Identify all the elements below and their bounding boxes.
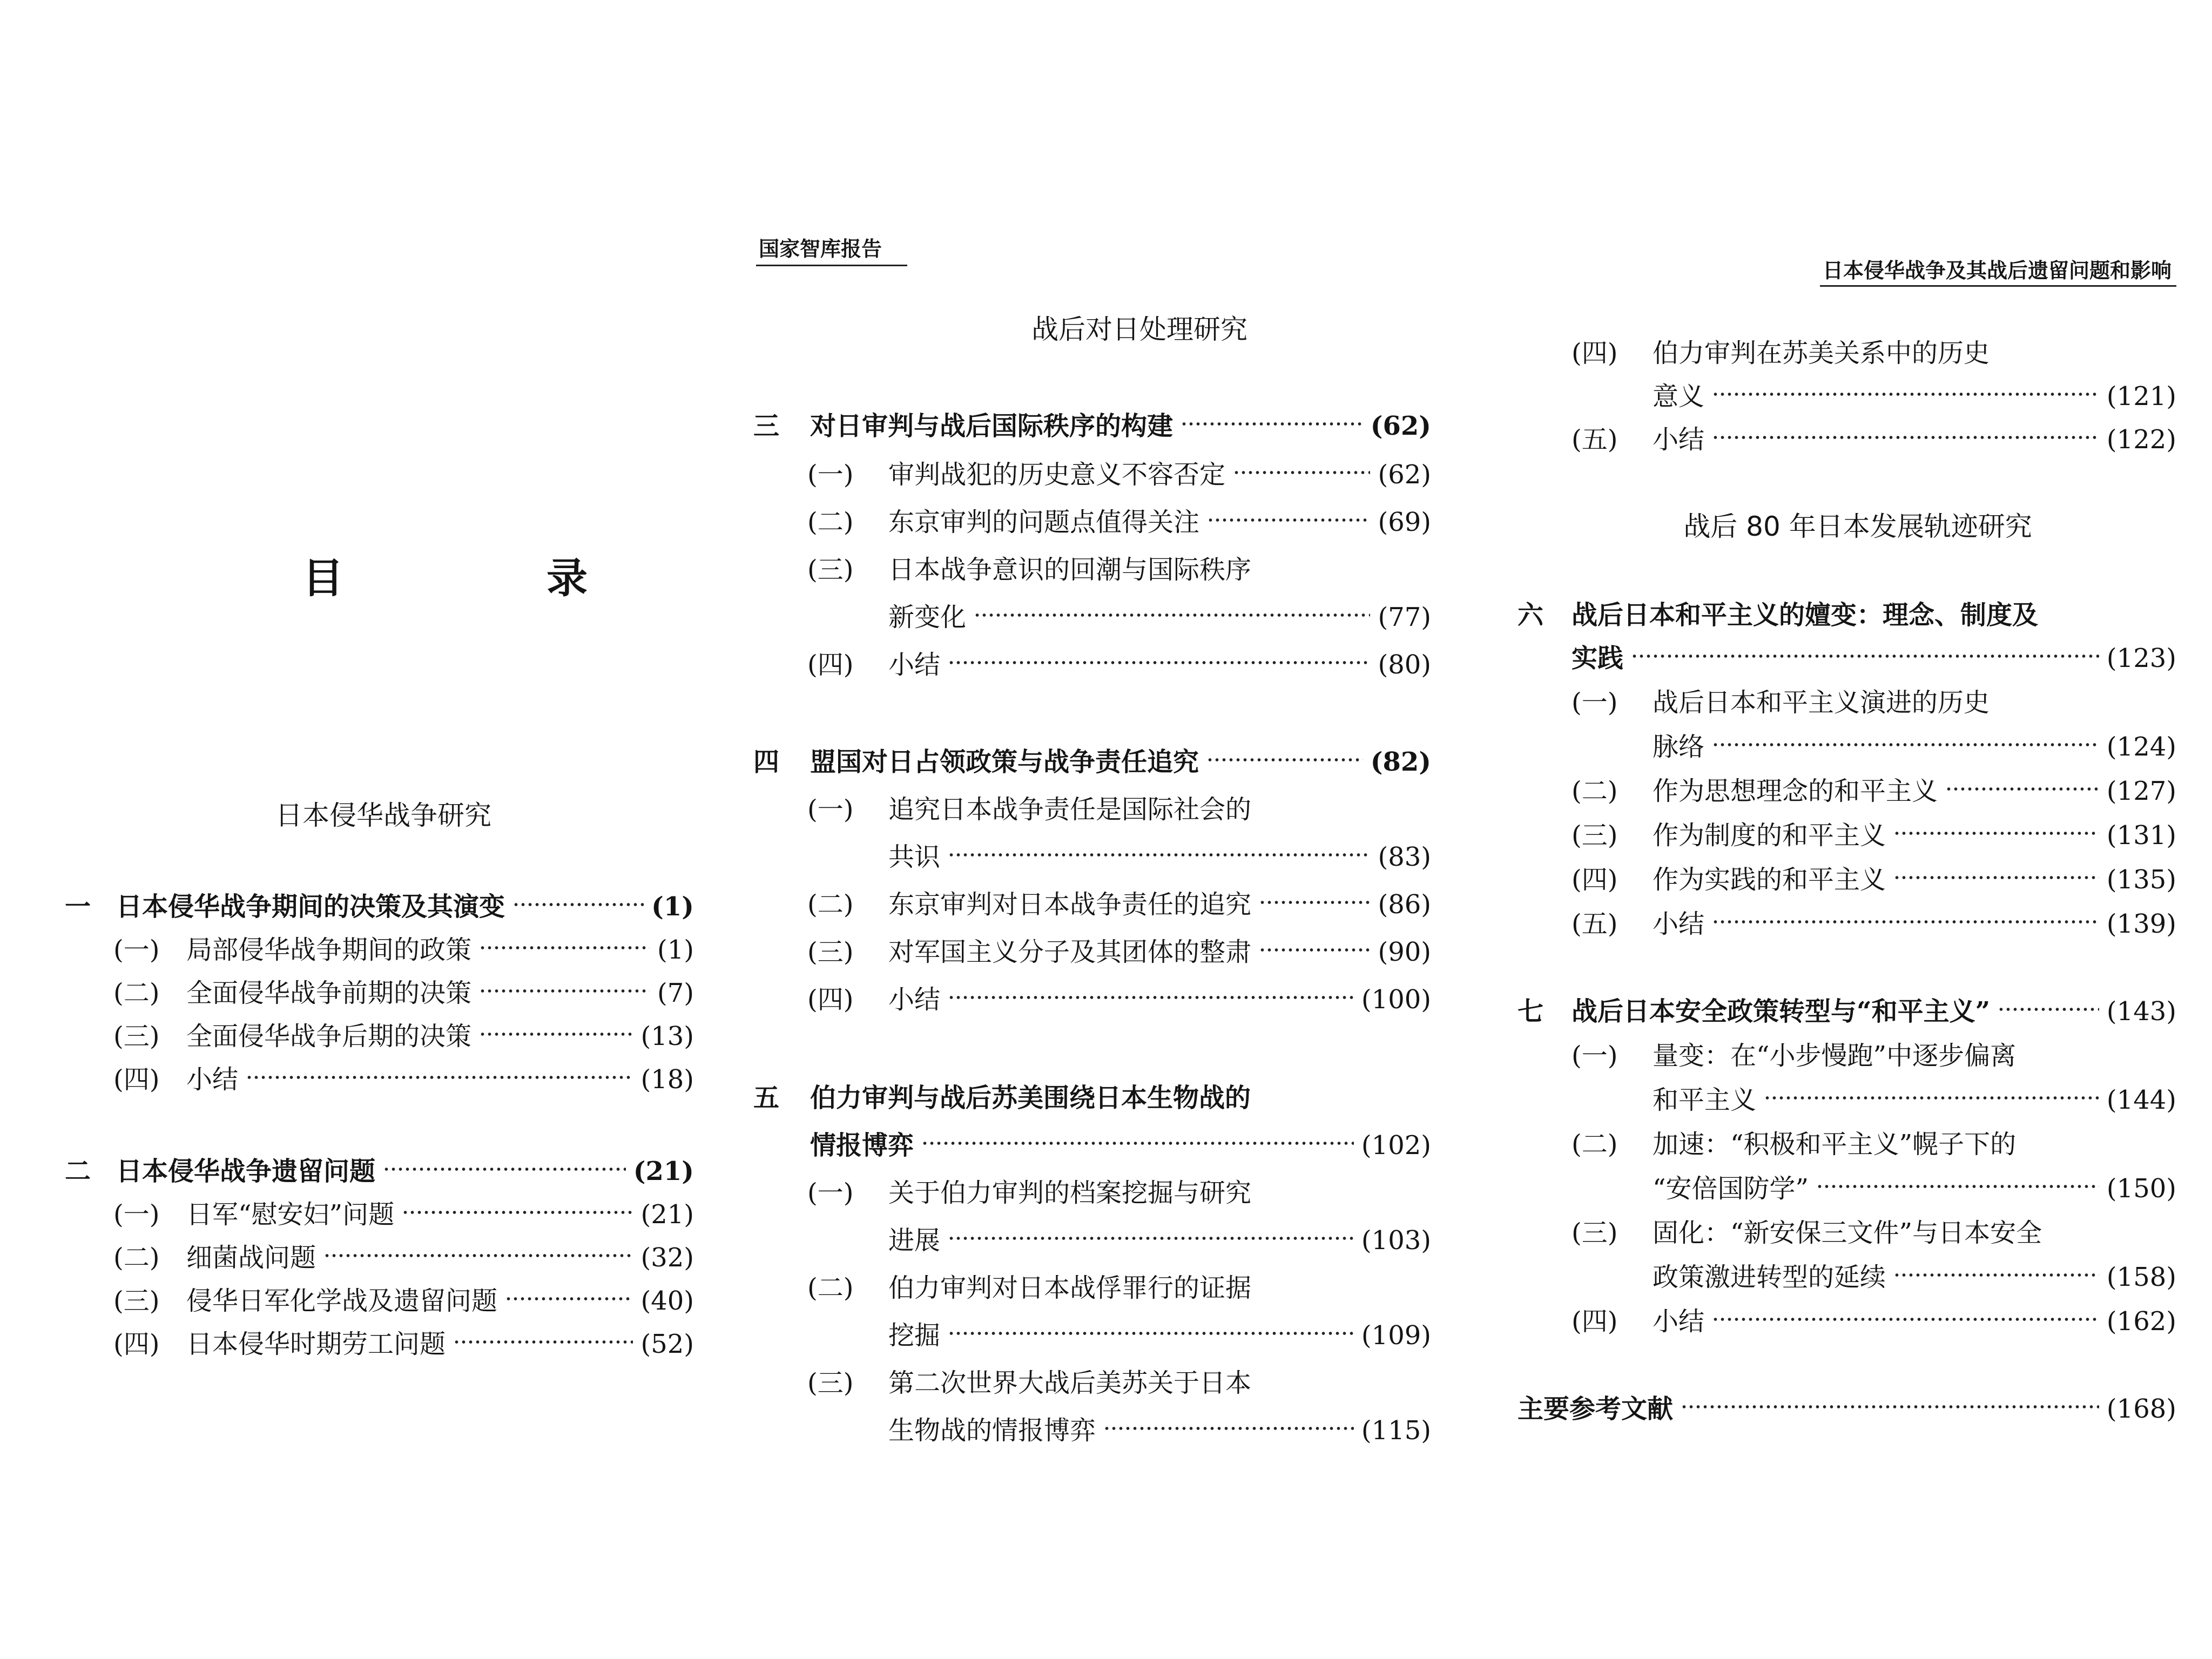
entry-title: 作为思想理念的和平主义 <box>1653 776 1938 806</box>
section-number: (三) <box>1572 820 1618 851</box>
toc-entry-continuation[interactable] <box>1653 726 2176 763</box>
entry-title-continued: 实践 <box>1572 643 1624 673</box>
section-number: (一) <box>113 1199 160 1230</box>
entry-title: 东京审判对日本战争责任的追究 <box>888 889 1252 920</box>
entry-title-continued: 生物战的情报博弈 <box>888 1415 1096 1446</box>
section-number: (一) <box>807 460 854 490</box>
entry-title: 伯力审判对日本战俘罪行的证据 <box>888 1273 1252 1303</box>
entry-title: 盟国对日占领政策与战争责任追究 <box>810 747 1199 777</box>
toc-entry-continuation[interactable] <box>1653 1079 2176 1116</box>
entry-title: 全面侵华战争前期的决策 <box>186 978 472 1008</box>
toc-entry-first-line[interactable] <box>1572 682 1990 719</box>
page-number: (82) <box>1370 747 1431 777</box>
entry-title-continued: “安倍国防学” <box>1653 1174 1809 1204</box>
toc-entry[interactable] <box>1572 859 2176 896</box>
leader-dots <box>1945 787 2099 791</box>
section-number: (三) <box>113 1021 160 1051</box>
section-number: (三) <box>113 1286 160 1316</box>
entry-title: 对军国主义分子及其团体的整肃 <box>888 937 1252 967</box>
page-number: (62) <box>1370 411 1431 441</box>
entry-title: 第二次世界大战后美苏关于日本 <box>888 1368 1252 1398</box>
entry-title: 小结 <box>1653 424 1705 455</box>
toc-entry[interactable] <box>1572 1300 2176 1338</box>
section-number: (一) <box>807 1178 854 1208</box>
entry-title: 小结 <box>888 650 941 680</box>
toc-entry-continuation[interactable] <box>1653 1168 2176 1205</box>
section-number: (二) <box>807 889 854 920</box>
section-number: (四) <box>1572 1306 1618 1337</box>
entry-title: 伯力审判与战后苏美围绕日本生物战的 <box>810 1083 1251 1113</box>
leader-dots <box>1893 1273 2099 1277</box>
page-number: (52) <box>640 1329 694 1359</box>
section-number: (四) <box>1572 338 1618 368</box>
toc-entry[interactable] <box>1518 990 2176 1028</box>
page-number: (32) <box>640 1243 694 1273</box>
page-number: (86) <box>1378 889 1431 920</box>
section-number: (一) <box>113 935 160 965</box>
page-number: (150) <box>2106 1174 2176 1204</box>
page-number: (18) <box>640 1064 694 1095</box>
page-number: (139) <box>2106 909 2176 939</box>
page-number: (21) <box>640 1199 694 1230</box>
page-number: (115) <box>1361 1415 1431 1446</box>
entry-title-continued: 共识 <box>888 842 941 872</box>
page-number: (83) <box>1378 842 1431 872</box>
page-number: (80) <box>1378 650 1431 680</box>
toc-entry-references[interactable] <box>1518 1388 2176 1425</box>
section-number: (一) <box>1572 687 1618 718</box>
section-number: (五) <box>1572 909 1618 939</box>
entry-title: 关于伯力审判的档案挖掘与研究 <box>888 1178 1252 1208</box>
toc-entry[interactable] <box>1572 814 2176 852</box>
section-number: (二) <box>807 507 854 537</box>
page-number: (100) <box>1361 984 1431 1015</box>
section-number: (三) <box>807 1368 854 1398</box>
page-number: (124) <box>2106 732 2176 762</box>
leader-dots <box>1712 1318 2099 1321</box>
page-number: (109) <box>1361 1320 1431 1351</box>
leader-dots <box>1681 1405 2099 1408</box>
page-number: (21) <box>633 1156 694 1186</box>
entry-title: 固化：“新安保三文件”与日本安全 <box>1653 1218 2042 1248</box>
leader-dots <box>1712 920 2099 923</box>
chapter-number: 六 <box>1518 600 1544 630</box>
entry-title: 东京审判的问题点值得关注 <box>888 507 1200 537</box>
toc-entry-first-line[interactable] <box>1518 594 2038 631</box>
leader-dots <box>1893 876 2099 879</box>
entry-title: 对日审判与战后国际秩序的构建 <box>810 411 1174 441</box>
part-title-right: 战后 80 年日本发展轨迹研究 <box>1683 511 2032 542</box>
section-number: (四) <box>1572 865 1618 895</box>
page-number: (143) <box>2106 996 2176 1027</box>
chapter-number: 七 <box>1518 996 1544 1027</box>
entry-title: 小结 <box>1653 1306 1705 1337</box>
page-number: (90) <box>1378 937 1431 967</box>
section-number: (二) <box>807 1273 854 1303</box>
entry-title: 战后日本安全政策转型与“和平主义” <box>1572 996 1991 1027</box>
entry-title: 日本侵华战争期间的决策及其演变 <box>116 892 505 922</box>
toc-entry[interactable] <box>1572 419 2176 456</box>
section-number: (四) <box>113 1329 160 1359</box>
page-number: (168) <box>2106 1394 2176 1424</box>
section-number: (三) <box>807 555 854 585</box>
section-number: (四) <box>113 1064 160 1095</box>
entry-title-continued: 新变化 <box>888 602 967 632</box>
toc-entry-first-line[interactable] <box>1572 1035 2016 1072</box>
page-number: (121) <box>2106 381 2176 412</box>
page-number: (127) <box>2106 776 2176 806</box>
entry-title: 主要参考文献 <box>1518 1394 1674 1424</box>
page-number: (103) <box>1361 1225 1431 1256</box>
entry-title: 审判战犯的历史意义不容否定 <box>888 460 1226 490</box>
chapter-number: 三 <box>753 411 780 441</box>
page-number: (144) <box>2106 1085 2176 1115</box>
section-number: (五) <box>1572 424 1618 455</box>
leader-dots <box>1816 1185 2099 1188</box>
leader-dots <box>1712 436 2099 439</box>
entry-title-continued: 和平主义 <box>1653 1085 1757 1115</box>
toc-entry-continuation[interactable] <box>1572 637 2176 675</box>
section-number: (二) <box>1572 776 1618 806</box>
page-number: (162) <box>2106 1306 2176 1337</box>
entry-title: 小结 <box>1653 909 1705 939</box>
toc-entry-first-line[interactable] <box>1572 1212 2042 1249</box>
page-number: (1) <box>657 935 694 965</box>
page-number: (69) <box>1378 507 1431 537</box>
leader-dots <box>1764 1096 2099 1100</box>
toc-entry-continuation[interactable] <box>1653 1256 2176 1293</box>
entry-title-continued: 情报博弈 <box>810 1130 914 1161</box>
chapter-number: 四 <box>753 747 780 777</box>
chapter-number: 一 <box>65 892 91 922</box>
leader-dots <box>1712 743 2099 746</box>
entry-title: 小结 <box>888 984 941 1015</box>
page-number: (131) <box>2106 820 2176 851</box>
page-number: (1) <box>651 892 694 922</box>
entry-title-continued: 挖掘 <box>888 1320 941 1351</box>
toc-title: 目 录 <box>302 554 669 602</box>
page-number: (158) <box>2106 1262 2176 1292</box>
page-number: (123) <box>2106 643 2176 673</box>
leader-dots <box>1712 393 2099 396</box>
entry-title: 量变：在“小步慢跑”中逐步偏离 <box>1653 1041 2017 1071</box>
chapter-number: 二 <box>65 1156 91 1186</box>
chapter-number: 五 <box>753 1083 780 1113</box>
entry-title: 日本侵华战争遗留问题 <box>116 1156 376 1186</box>
entry-title: 日本战争意识的回潮与国际秩序 <box>888 555 1252 585</box>
entry-title: 局部侵华战争期间的政策 <box>186 935 472 965</box>
page-number: (77) <box>1378 602 1431 632</box>
entry-title-continued: 意义 <box>1653 381 1705 412</box>
page-number: (40) <box>640 1286 694 1316</box>
entry-title: 日军“慰安妇”问题 <box>186 1199 395 1230</box>
section-number: (一) <box>807 794 854 825</box>
page-number: (102) <box>1361 1130 1431 1161</box>
page-number: (62) <box>1378 460 1431 490</box>
page-number: (122) <box>2106 424 2176 455</box>
section-number: (四) <box>807 650 854 680</box>
toc-entry[interactable] <box>1572 903 2176 940</box>
entry-title: 日本侵华时期劳工问题 <box>186 1329 446 1359</box>
entry-title: 加速：“积极和平主义”幌子下的 <box>1653 1129 2017 1159</box>
entry-title: 小结 <box>186 1064 239 1095</box>
entry-title: 全面侵华战争后期的决策 <box>186 1021 472 1051</box>
page-number: (7) <box>657 978 694 1008</box>
section-number: (四) <box>807 984 854 1015</box>
leader-dots <box>1998 1008 2099 1011</box>
leader-dots <box>1631 655 2099 658</box>
part-title-middle: 战后对日处理研究 <box>1031 314 1247 345</box>
section-number: (一) <box>1572 1041 1618 1071</box>
part-title-left: 日本侵华战争研究 <box>275 800 491 831</box>
entry-title-continued: 进展 <box>888 1225 941 1256</box>
running-header-right: 日本侵华战争及其战后遗留问题和影响 <box>1823 259 2172 282</box>
entry-title: 作为实践的和平主义 <box>1653 865 1886 895</box>
entry-title: 侵华日军化学战及遗留问题 <box>186 1286 498 1316</box>
toc-entry-continuation[interactable] <box>1653 375 2176 413</box>
section-number: (二) <box>113 978 160 1008</box>
page-number: (135) <box>2106 865 2176 895</box>
page-number: (13) <box>640 1021 694 1051</box>
entry-title-continued: 政策激进转型的延续 <box>1653 1262 1886 1292</box>
toc-entry-first-line[interactable] <box>1572 332 1990 369</box>
entry-title: 战后日本和平主义演进的历史 <box>1653 687 1990 718</box>
entry-title: 细菌战问题 <box>186 1243 316 1273</box>
section-number: (二) <box>113 1243 160 1273</box>
leader-dots <box>1893 832 2099 835</box>
entry-title: 作为制度的和平主义 <box>1653 820 1886 851</box>
section-number: (二) <box>1572 1129 1618 1159</box>
toc-entry[interactable] <box>1572 770 2176 807</box>
toc-entry-first-line[interactable] <box>1572 1123 2016 1161</box>
entry-title: 战后日本和平主义的嬗变：理念、制度及 <box>1572 600 2039 630</box>
section-number: (三) <box>1572 1218 1618 1248</box>
running-header-middle: 国家智库报告 <box>759 237 882 261</box>
entry-title: 伯力审判在苏美关系中的历史 <box>1653 338 1990 368</box>
entry-title-continued: 脉络 <box>1653 732 1705 762</box>
section-number: (三) <box>807 937 854 967</box>
entry-title: 追究日本战争责任是国际社会的 <box>888 794 1252 825</box>
